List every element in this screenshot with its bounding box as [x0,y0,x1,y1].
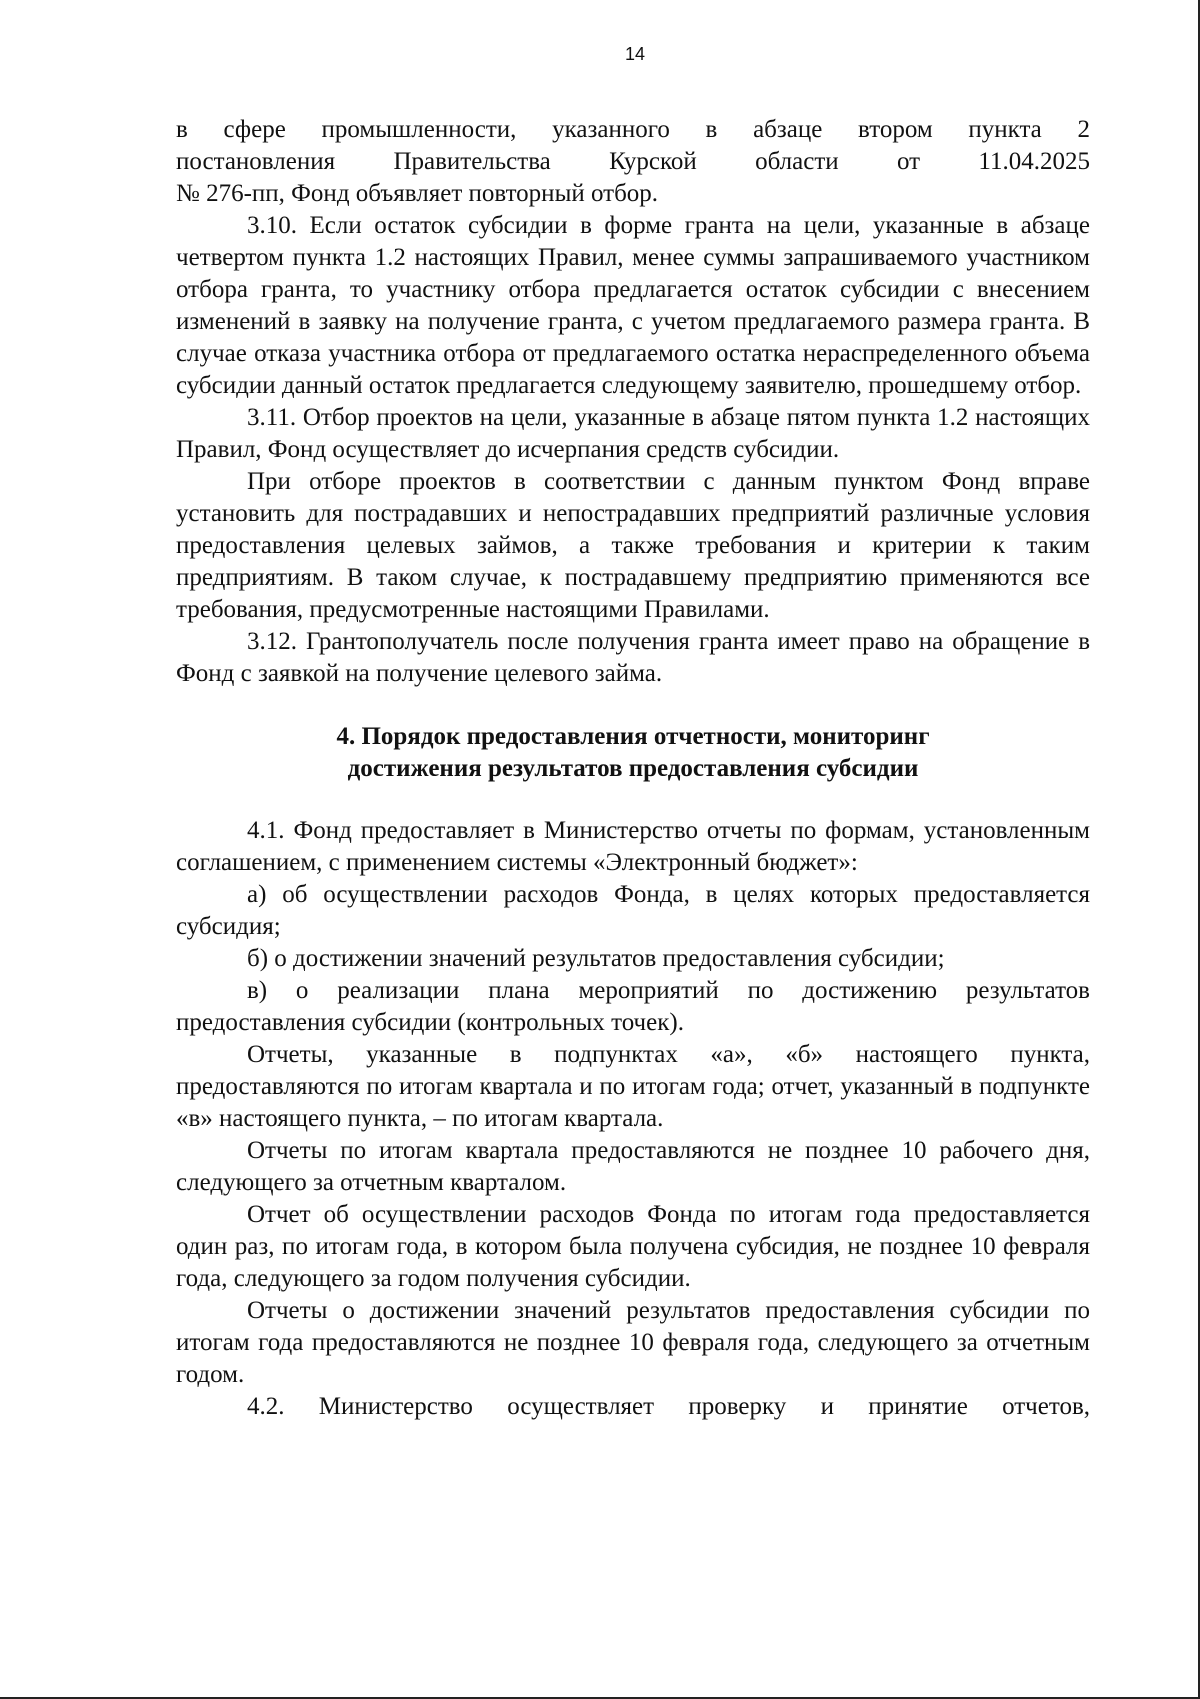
paragraph-intro-line-3: № 276-пп, Фонд объявляет повторный отбор. [176,180,659,207]
section-4-heading [176,721,1090,785]
section-4-heading-line-2: достижения результатов предоставления субсидии [347,755,919,782]
paragraph-intro-line-1: в сфере промышленности, указанного в абзаце втором пункта 2 [176,116,1090,143]
paragraph-annual-results-report: Отчеты о достижении значений результатов предоставления субсидии по итогам года предоставляются не позднее 10 февраля года, следующего за отчетным годом. [176,1297,1090,1388]
paragraph-4-2: 4.2. Министерство осуществляет проверку и принятие отчетов, [247,1393,1090,1420]
paragraph-quarterly-deadline: Отчеты по итогам квартала предоставляются не позднее 10 рабочего дня, следующего за отчетным кварталом. [176,1137,1090,1196]
paragraph-3-12: 3.12. Грантополучатель после получения гранта имеет право на обращение в Фонд с заявкой на получение целевого займа. [176,628,1090,687]
paragraph-4-1: 4.1. Фонд предоставляет в Министерство отчеты по формам, установленным соглашением, с применением системы «Электронный бюджет»: [176,817,1090,876]
paragraph-3-11: 3.11. Отбор проектов на цели, указанные в абзаце пятом пункта 1.2 настоящих Правил, Фонд осуществляет до исчерпания средств субсидии. [176,404,1090,463]
paragraph-reports-schedule: Отчеты, указанные в подпунктах «а», «б» настоящего пункта, предоставляются по итогам квартала и по итогам года; отчет, указанный в подпункте «в» настоящего пункта, – по итогам квартала. [176,1041,1090,1132]
paragraph-3-10: 3.10. Если остаток субсидии в форме гранта на цели, указанные в абзаце четвертом пункта 1.2 настоящих Правил, менее суммы запрашиваемого участником отбора гранта, то участнику отбора предлагается остаток субсидии с внесением изменений в заявку на получение гранта, с учетом предлагаемого размера гранта. В случае отказа участника отбора от предлагаемого остатка нераспределенного объема субсидии данный остаток предлагается следующему заявителю, прошедшему отбор. [176,212,1090,399]
list-item-v: в) о реализации плана мероприятий по достижению результатов предоставления субсидии (контрольных точек). [176,977,1090,1036]
list-item-b: б) о достижении значений результатов предоставления субсидии; [247,945,945,972]
page-number: 14 [624,44,646,64]
paragraph-annual-expense-report: Отчет об осуществлении расходов Фонда по итогам года предоставляется один раз, по итогам года, в котором была получена субсидия, не позднее 10 февраля года, следующего за годом получения субсидии. [176,1201,1090,1292]
paragraph-intro-line-2: постановления Правительства Курской области от 11.04.2025 [176,148,1090,175]
section-4-heading-line-1: 4. Порядок предоставления отчетности, мониторинг [336,723,930,750]
paragraph-3-11-selection: При отборе проектов в соответствии с данным пунктом Фонд вправе установить для пострадавших и непострадавших предприятий различные условия предоставления целевых займов, а также требования и критерии к таким предприятиям. В таком случае, к пострадавшему предприятию применяются все требования, предусмотренные настоящими Правилами. [176,468,1090,623]
list-item-a: а) об осуществлении расходов Фонда, в целях которых предоставляется субсидия; [176,881,1090,940]
document-body [176,114,1090,1423]
